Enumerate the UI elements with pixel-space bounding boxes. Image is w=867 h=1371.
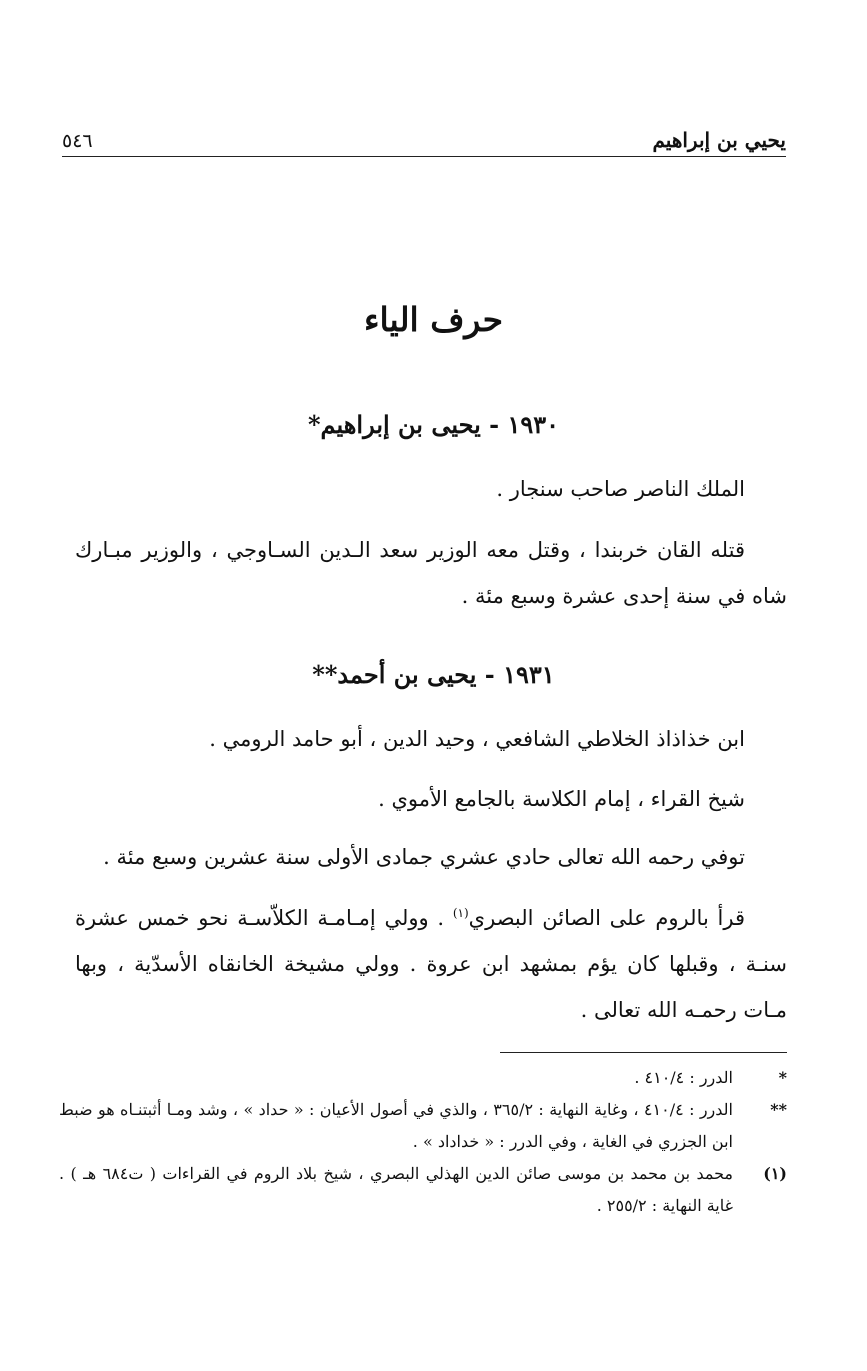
- footnote-text: محمد بن محمد بن موسى صائن الدين الهذلي البصري ، شيخ بلاد الروم في القراءات ( ت٦٨٤ هـ ) . غاية النهاية : ٢٥٥/٢ .: [59, 1164, 734, 1215]
- entry-heading-1930: ١٩٣٠ - يحيى بن إبراهيم*: [308, 410, 559, 439]
- footnote-ref-1[interactable]: (١): [452, 906, 469, 920]
- footnotes: [59, 1062, 787, 1222]
- entry-1931-paragraph-2: شيخ القراء ، إمام الكلاسة بالجامع الأموي .: [378, 787, 745, 811]
- footnote-star: [59, 1062, 787, 1094]
- entry-1931-paragraph-3: توفي رحمه الله تعالى حادي عشري جمادى الأولى سنة عشرين وسبع مئة .: [103, 845, 745, 869]
- footnote-double-star: [59, 1094, 787, 1158]
- entry-heading-1931: ١٩٣١ - يحيى بن أحمد**: [312, 660, 555, 689]
- footnote-mark: (١): [763, 1164, 787, 1183]
- entry-1931-paragraph-4-start: قرأ بالروم على الصائن البصري: [468, 906, 746, 930]
- entry-1930-paragraph-1: الملك الناصر صاحب سنجار .: [496, 477, 745, 501]
- running-header: [62, 122, 786, 157]
- entry-1931-paragraph-4-rest: . وولي إمـامـة الكلاّسـة نحو خمس عشرة سنـة ، وقبلها كان يؤم بمشهد ابن عروة . وولي مشيخة الخانقاه الأسدّية ، وبها مـات رحمـه الله تعالى .: [75, 906, 787, 1022]
- entry-1931-paragraph-1: ابن خذاذاذ الخلاطي الشافعي ، وحيد الدين ، أبو حامد الرومي .: [209, 727, 745, 751]
- entry-1931-paragraph-4: [75, 890, 787, 1033]
- entry-1930-paragraph-2: قتله القان خربندا ، وقتل معه الوزير سعد الـدين السـاوجي ، والوزير مبـارك شاه في سنة إحدى عشرة وسبع مئة .: [75, 538, 787, 608]
- footnote-mark: *: [778, 1068, 787, 1087]
- footnote-mark: **: [770, 1100, 787, 1119]
- running-title: يحيي بن إبراهيم: [652, 128, 786, 152]
- page-number: ٥٤٦: [62, 130, 93, 152]
- footnote-1: [59, 1158, 787, 1222]
- footnote-text: الدرر : ٤١٠/٤ .: [634, 1068, 733, 1087]
- footnote-divider: [500, 1052, 787, 1053]
- section-title: حرف الياء: [363, 300, 504, 339]
- footnote-text: الدرر : ٤١٠/٤ ، وغاية النهاية : ٣٦٥/٢ ، والذي في أصول الأعيان : « حداد » ، وشد ومـا أثبتنـاه هو ضبط ابن الجزري في الغاية ، وفي الدرر : « خداداد » .: [59, 1100, 734, 1151]
